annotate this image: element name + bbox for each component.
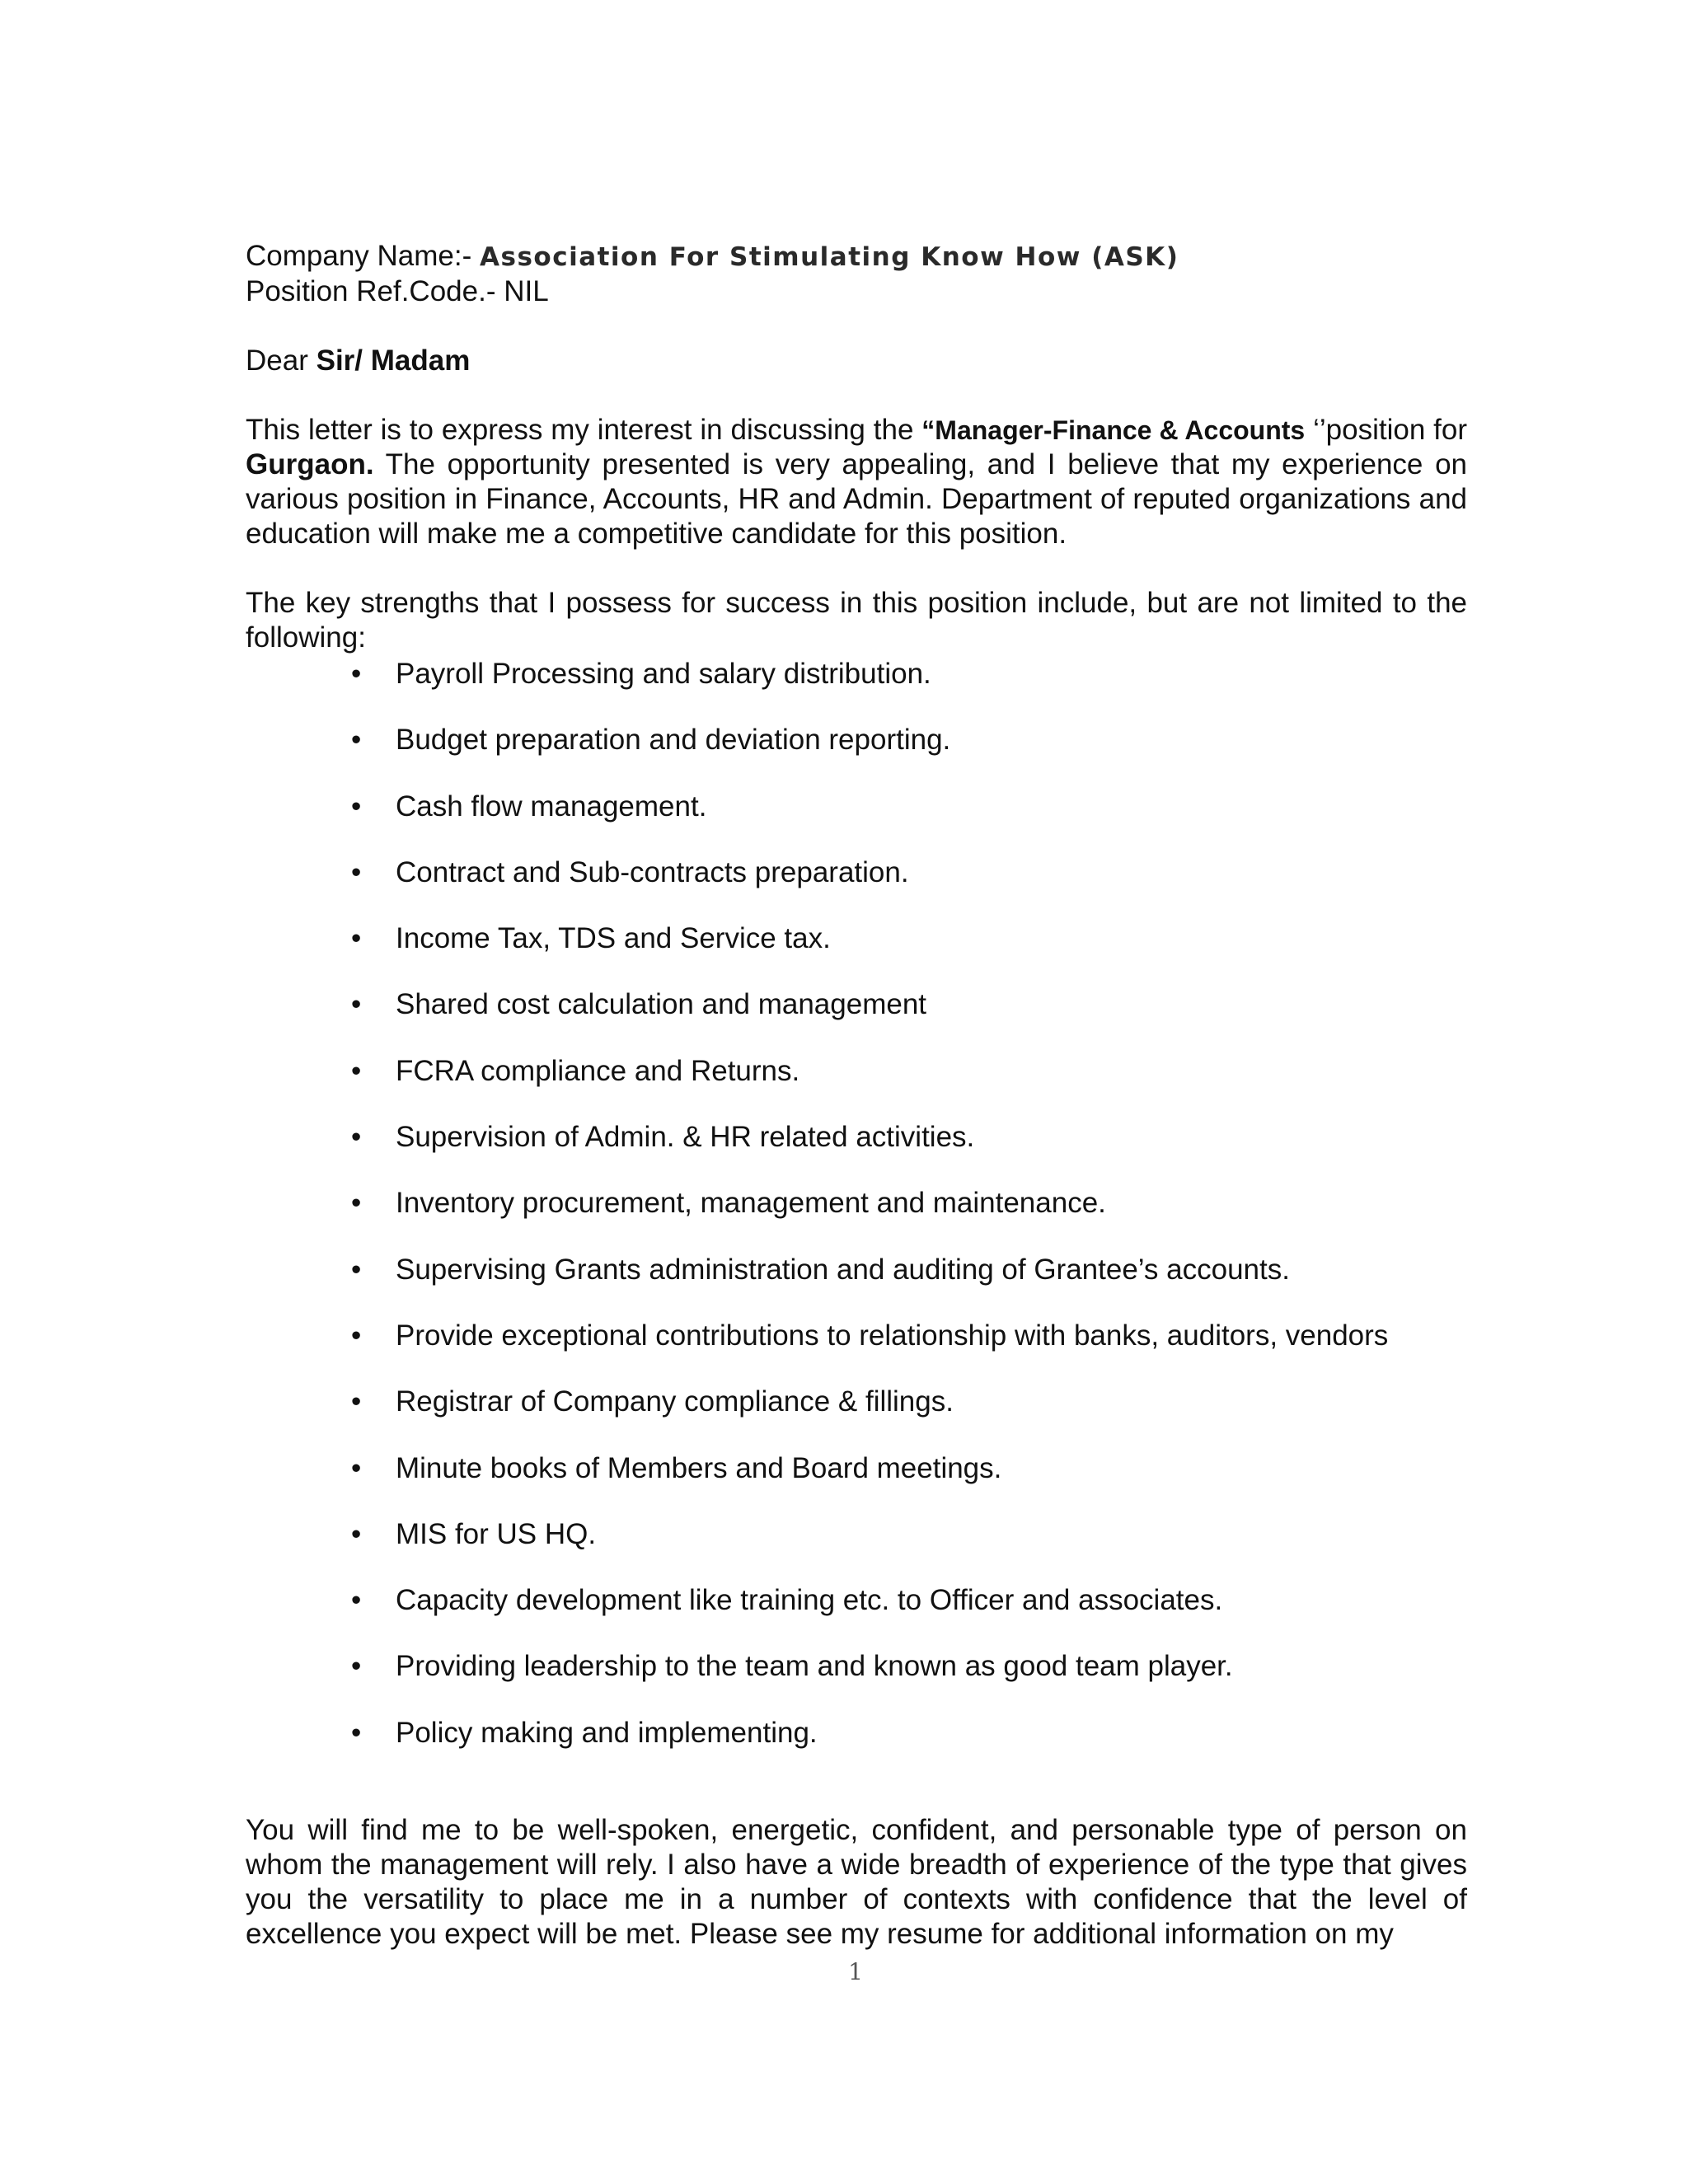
list-item-text: Payroll Processing and salary distribution.: [396, 658, 931, 690]
company-label: Company Name:-: [246, 240, 472, 272]
closing-paragraph: You will find me to be well-spoken, energetic, confident, and personable type of person on whom the management will rely. I also have a wide breadth of experience of the type that gives you the versatility to place me in a number of contexts with confidence that the level of excellence you expect will be met. Please see my resume for additional information on my: [246, 1813, 1467, 1950]
list-item-text: MIS for US HQ.: [396, 1517, 597, 1550]
bullet-icon: •: [351, 1517, 362, 1550]
location-name: Gurgaon.: [246, 448, 374, 480]
bullet-icon: •: [351, 855, 362, 888]
list-item: [246, 1517, 1467, 1552]
list-item: [246, 1186, 1467, 1221]
list-item-text: Income Tax, TDS and Service tax.: [396, 922, 831, 955]
bullet-icon: •: [351, 922, 362, 955]
bullet-icon: •: [351, 1187, 362, 1220]
list-item-text: Provide exceptional contributions to relationship with banks, auditors, vendors: [396, 1319, 1389, 1352]
letter-body: [246, 239, 1467, 1952]
salutation-prefix: Dear: [246, 344, 308, 377]
bullet-icon: •: [351, 988, 362, 1021]
position-ref: Position Ref.Code.- NIL: [246, 275, 549, 307]
list-item-text: Registrar of Company compliance & fillings.: [396, 1385, 954, 1418]
list-item: [246, 1253, 1467, 1287]
list-item-text: Contract and Sub-contracts preparation.: [396, 855, 909, 888]
list-item-text: FCRA compliance and Returns.: [396, 1054, 800, 1087]
intro-rest: The opportunity presented is very appealing, and I believe that my experience on various position in Finance, Accounts, HR and Admin. Department of reputed organizations and education will make me a competitive candidate for this position.: [246, 448, 1467, 550]
list-item: [246, 723, 1467, 757]
list-item: [246, 1319, 1467, 1353]
list-item-text: Cash flow management.: [396, 790, 707, 823]
bullet-icon: •: [351, 1385, 362, 1418]
list-item: [246, 1716, 1467, 1750]
bullet-icon: •: [351, 1121, 362, 1154]
list-item: [246, 921, 1467, 956]
list-item-text: Inventory procurement, management and maintenance.: [396, 1187, 1106, 1220]
strengths-list: [246, 657, 1467, 1750]
list-item: [246, 1054, 1467, 1089]
list-item: [246, 1649, 1467, 1684]
list-item: [246, 1120, 1467, 1155]
strengths-intro: The key strengths that I possess for success in this position include, but are not limited to the following:: [246, 587, 1467, 654]
list-item: [246, 657, 1467, 691]
list-item: [246, 1583, 1467, 1618]
list-item-text: Policy making and implementing.: [396, 1716, 818, 1749]
list-item-text: Supervision of Admin. & HR related activities.: [396, 1121, 975, 1154]
bullet-icon: •: [351, 1319, 362, 1352]
intro-paragraph: [246, 413, 1467, 551]
role-suffix: ‘’position for: [1313, 414, 1467, 446]
list-item-text: Capacity development like training etc. to Officer and associates.: [396, 1584, 1223, 1617]
company-line: [246, 239, 1467, 274]
list-item: [246, 855, 1467, 890]
role-name: “Manager-Finance & Accounts: [921, 415, 1306, 445]
bullet-icon: •: [351, 790, 362, 823]
list-item-text: Budget preparation and deviation reporting.: [396, 724, 951, 757]
salutation-name: Sir/ Madam: [316, 344, 471, 377]
intro-text: This letter is to express my interest in discussing the: [246, 414, 914, 446]
bullet-icon: •: [351, 1451, 362, 1484]
bullet-icon: •: [351, 1716, 362, 1749]
list-item: [246, 790, 1467, 824]
bullet-icon: •: [351, 1650, 362, 1683]
list-item-text: Minute books of Members and Board meetings.: [396, 1451, 1002, 1484]
list-item-text: Supervising Grants administration and auditing of Grantee’s accounts.: [396, 1253, 1290, 1286]
list-item: [246, 1451, 1467, 1486]
salutation: [246, 344, 1467, 378]
bullet-icon: •: [351, 1253, 362, 1286]
bullet-icon: •: [351, 1054, 362, 1087]
list-item-text: Providing leadership to the team and known as good team player.: [396, 1650, 1233, 1683]
bullet-icon: •: [351, 1584, 362, 1617]
bullet-icon: •: [351, 658, 362, 690]
page-number: 1: [848, 1958, 863, 1985]
company-name: Association For Stimulating Know How (ASK): [480, 242, 1179, 272]
list-item: [246, 987, 1467, 1022]
list-item: [246, 1385, 1467, 1419]
list-item-text: Shared cost calculation and management: [396, 988, 927, 1021]
bullet-icon: •: [351, 724, 362, 757]
